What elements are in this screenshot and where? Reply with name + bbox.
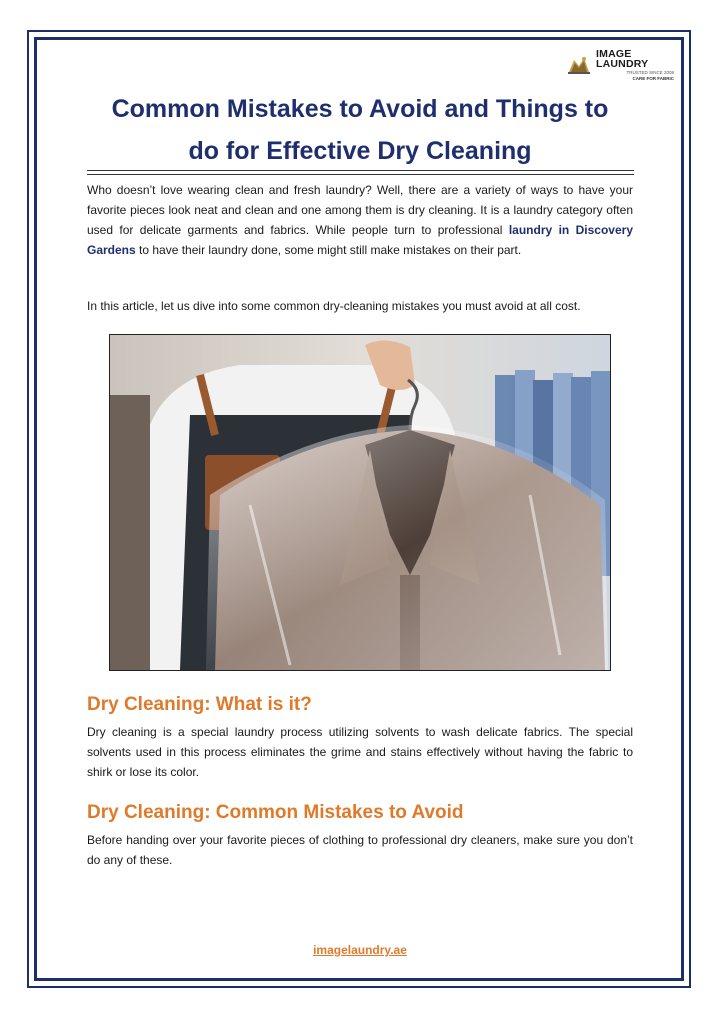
title-line-1: Common Mistakes to Avoid and Things to bbox=[111, 95, 609, 123]
logo-tagline: TRUSTED SINCE 2008 bbox=[626, 69, 674, 75]
logo-icon bbox=[566, 54, 592, 76]
dry-cleaned-suit-photo bbox=[109, 334, 611, 671]
section-mistakes-body: Before handing over your favorite pieces of clothing to professional dry cleaners, make sure you don’t do any of these. bbox=[87, 833, 633, 867]
logo-slogan: CARE FOR FABRIC bbox=[632, 76, 674, 81]
title-divider-top bbox=[87, 170, 634, 171]
title-line-2: do for Effective Dry Cleaning bbox=[188, 137, 532, 165]
intro-paragraph bbox=[87, 180, 633, 260]
logo-name: IMAGE LAUNDRY bbox=[596, 47, 649, 70]
intro-text-end: to have their laundry done, some might still make mistakes on their part. bbox=[135, 243, 522, 257]
page-title bbox=[60, 88, 660, 172]
section-what-is-it-body: Dry cleaning is a special laundry process utilizing solvents to wash delicate fabrics. The special solvents used in this process eliminates the grime and stains effectively without having the fabric to shirk or lose its color. bbox=[87, 725, 633, 779]
website-link[interactable]: imagelaundry.ae bbox=[313, 943, 407, 957]
title-divider-bottom bbox=[87, 174, 634, 175]
intro-text-start: Who doesn’t love wearing clean and fresh laundry? Well, there are a variety of ways to have your favorite pieces look neat and clean and one among them is dry cleaning. It is a laundry category often used for delicate garments and fabrics. While people turn to professional bbox=[87, 183, 633, 237]
intro-second-paragraph: In this article, let us dive into some common dry-cleaning mistakes you must avoid at all cost. bbox=[87, 299, 581, 313]
discovery-gardens-link[interactable]: laundry in Discovery Gardens bbox=[87, 223, 633, 257]
section-heading-mistakes: Dry Cleaning: Common Mistakes to Avoid bbox=[87, 802, 464, 823]
brand-logo bbox=[566, 47, 674, 81]
section-heading-what-is-it: Dry Cleaning: What is it? bbox=[87, 694, 312, 715]
